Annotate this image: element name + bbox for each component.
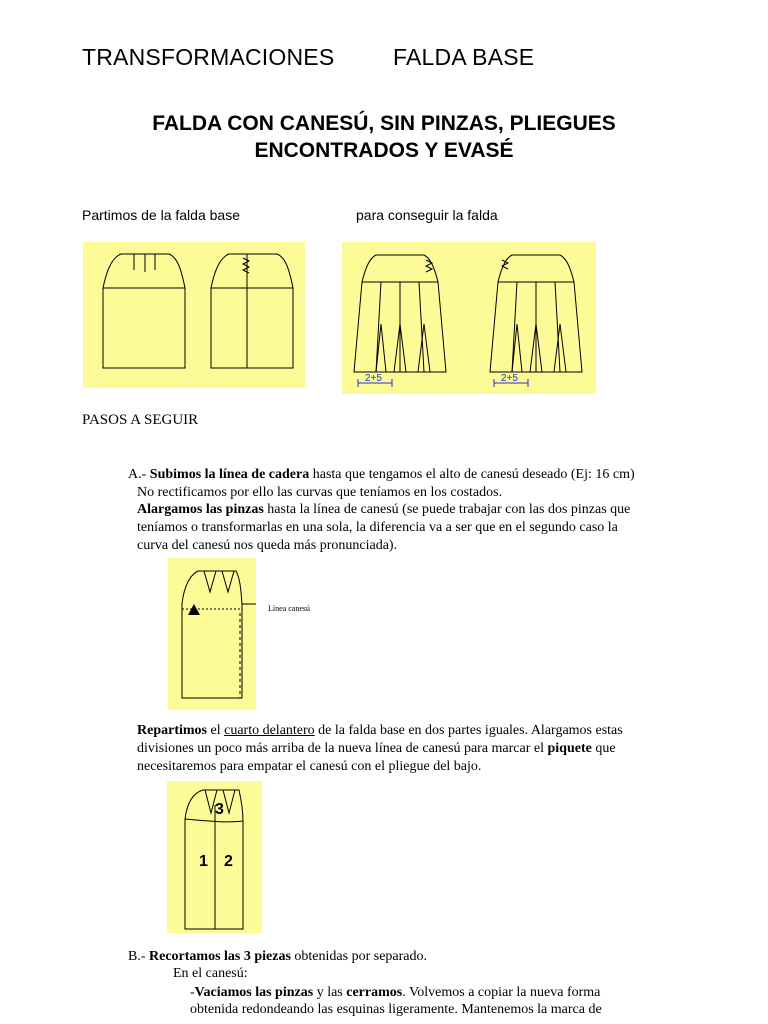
figure-canesu-line	[168, 558, 256, 710]
header-right: FALDA BASE	[393, 44, 535, 70]
step-b-line1	[128, 948, 427, 966]
repartimos-line3: necesitaremos para empatar el canesú con el pliegue del bajo.	[137, 759, 482, 774]
repartimos-text1: el	[207, 723, 225, 738]
caption-target-skirt: para conseguir la falda	[356, 207, 498, 223]
part-number-1: 1	[199, 853, 208, 870]
step-a-line3	[137, 501, 630, 519]
repartimos-bold: Repartimos	[137, 723, 207, 738]
step-a-prefix: A.-	[128, 467, 150, 482]
step-a-bold1: Subimos la línea de cadera	[149, 467, 310, 482]
target-skirt-drawing	[342, 242, 596, 394]
step-a-line2: No rectificamos por ello las curvas que teníamos en los costados.	[137, 485, 503, 500]
repartimos-line1	[137, 722, 623, 740]
base-skirt-drawing	[83, 242, 305, 388]
step-b-line3-prefix: -	[190, 985, 195, 1000]
step-b-text3: y las	[313, 985, 347, 1000]
repartimos-line2	[137, 740, 616, 758]
repartimos-underlined: cuarto delantero	[224, 723, 315, 738]
step-b-bold1: Recortamos las 3 piezas	[149, 949, 291, 964]
step-a-text1: hasta que tengamos el alto de canesú deseado (Ej: 16 cm)	[309, 467, 635, 482]
repartimos-text3: que	[591, 741, 616, 756]
step-a-bold2: Alargamos las pinzas	[137, 502, 264, 517]
step-b-line3	[190, 984, 600, 1002]
part-number-3: 3	[215, 801, 224, 818]
page-title-line2: ENCONTRADOS Y EVASÉ	[254, 139, 514, 162]
figure-three-parts	[167, 781, 262, 933]
hem-mark-front: 2+5	[365, 373, 382, 384]
three-parts-drawing	[167, 781, 262, 933]
repartimos-text2: de la falda base en dos partes iguales. Alargamos estas	[314, 723, 623, 738]
step-a-line5: curva del canesú nos queda más pronunciada).	[137, 538, 398, 553]
step-a-text2: hasta la línea de canesú (se puede trabajar con las dos pinzas que	[263, 502, 631, 517]
figure-target-skirt	[342, 242, 596, 394]
canesu-line-label: Línea canesú	[268, 604, 310, 613]
figure-base-skirt	[83, 242, 305, 388]
header-left: TRANSFORMACIONES	[82, 44, 335, 70]
caption-base-skirt: Partimos de la falda base	[82, 207, 240, 223]
part-number-2: 2	[224, 853, 233, 870]
repartimos-line2-text: divisiones un poco más arriba de la nueva línea de canesú para marcar el	[137, 741, 548, 756]
page-title-line1: FALDA CON CANESÚ, SIN PINZAS, PLIEGUES	[152, 112, 616, 135]
step-b-prefix: B.-	[128, 949, 149, 964]
step-a-line1	[128, 466, 635, 484]
hem-mark-back: 2+5	[501, 373, 518, 384]
canesu-line-drawing	[168, 558, 256, 710]
step-b-line4: obtenida redondeando las esquinas ligeramente. Mantenemos la marca de	[190, 1002, 602, 1017]
step-b-text4: . Volvemos a copiar la nueva forma	[402, 985, 601, 1000]
steps-heading: PASOS A SEGUIR	[82, 412, 199, 428]
step-a-line4: teníamos o transformarlas en una sola, la diferencia va a ser que en el segundo caso la	[137, 520, 618, 535]
step-b-bold3: cerramos	[346, 985, 403, 1000]
step-b-text1: obtenidas por separado.	[290, 949, 427, 964]
step-b-line2: En el canesú:	[173, 966, 248, 981]
repartimos-bold2: piquete	[547, 741, 592, 756]
step-b-bold2: Vaciamos las pinzas	[194, 985, 314, 1000]
